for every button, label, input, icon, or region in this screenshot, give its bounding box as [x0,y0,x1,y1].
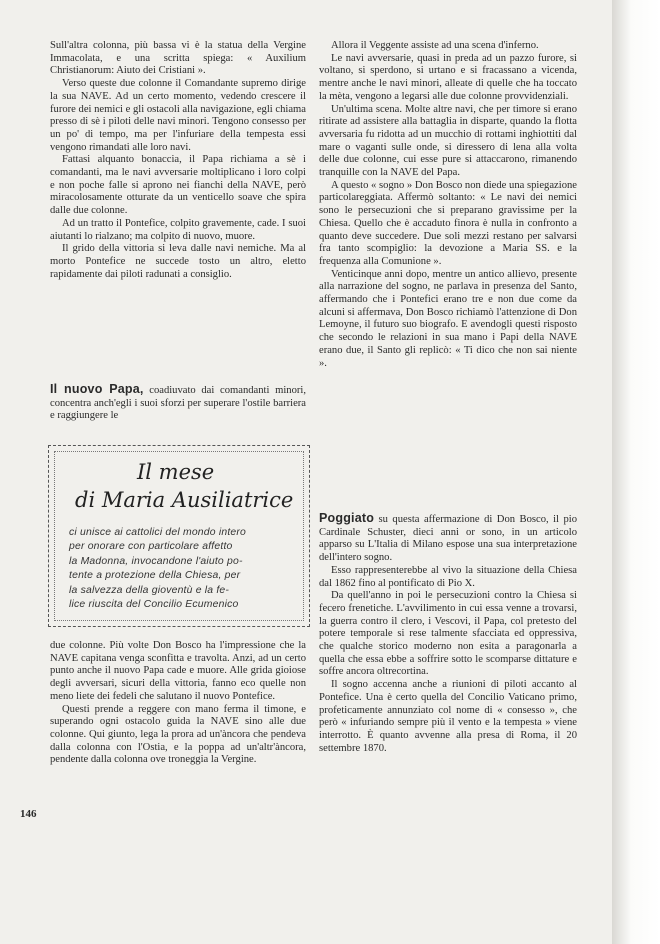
box-line: ci unisce ai cattolici del mondo intero [69,527,247,538]
box-line: lice riuscita del Concilio Ecumenico [69,599,239,611]
page-edge-shadow [612,0,660,944]
paragraph-text: su questa affermazione di Don Bosco, il pio Cardinale Schuster, dieci anni or sono, in un articolo apparso su L'Italia di Milano espose una sua interpretazione dell'intero sogno. [319,514,577,564]
box-title-line1: Il mese [137,460,215,484]
box-line: la salvezza della gioventù e la fe- [69,584,230,596]
paragraph: Verso queste due colonne il Comandante supremo dirige la sua NAVE. Ad un certo momento, vedendo crescere il furore dei nemici e gli ostacoli alla navigazione, egli chiama presso di sè i piloti delle navi minori. Tengono consesso per un po' di tempo, ma per l'infuriare della tempesta essi vengono rimandati alle loro navi. [50,78,306,153]
paragraph: Sull'altra colonna, più bassa vi è la statua della Vergine Immacolata, e una scritta spiega: « Auxilium Christianorum: Aiuto dei Cristiani ». [50,40,306,77]
paragraph: Fattasi alquanto bonaccia, il Papa richiama a sè i comandanti, ma le navi avversarie moltiplicano i loro colpi e non poche falle si aprono nei fianchi della NAVE, però miracolosamente otturate da un venticello soave che spira dalle due colonne. [50,154,306,217]
right-column-top [319,40,577,370]
box-body [69,526,289,612]
left-column-top [50,40,306,281]
paragraph: Esso rappresenterebbe al vivo la situazione della Chiesa dal 1862 fino al pontificato di Pio X. [319,564,577,589]
paragraph: Il grido della vittoria si leva dalle navi nemiche. Ma al morto Pontefice ne succede tosto un altro, eletto rapidamente dai piloti radunati a consiglio. [50,243,306,280]
paragraph: due colonne. Più volte Don Bosco ha l'impressione che la NAVE capitana venga sconfitta e travolta. Anzi, ad un certo punto anche il nuovo Papa cade e muore. Alle grida gioiose degli avversari, sicuri della vittoria, fanno eco quelle non meno liete dei fedeli che salutano il nuovo Pontefice. [50,640,306,702]
paragraph: Venticinque anni dopo, mentre un antico allievo, presente alla narrazione del sogno, ne parlava in presenza del Santo, affermando che i Pontefici erano tre e non due come da alcuni si affermava, Don Bosco richiamò l'attenzione di Don Lemoyne, il futuro suo biografo. E avendogli questi risposto che secondo le relazioni in sua mano i Papi della NAVE erano due, il Santo gli replicò: « Ti dico che non sai niente ». [319,268,577,369]
box-title-line2: di Maria Ausiliatrice [75,488,294,512]
left-column-bottom [50,640,306,767]
right-column-bottom [319,512,577,755]
box-line: per onorare con particolare affetto [69,541,233,553]
paragraph [319,512,577,565]
paragraph: A questo « sogno » Don Bosco non diede una spiegazione particolareggiata. Affermò soltanto: « Le navi dei nemici sono le persecuzioni che si preparano gravissime per la Chiesa. Quello che è accaduto finora è nulla in confronto a quanto deve succedere. Due soli mezzi restano per salvarsi fra tanto scompiglio: la devozione a Maria SS. e la frequenza alla Comunione ». [319,179,577,267]
paragraph-text: coadiuvato dai comandanti minori, concentra anch'egli i suoi sforzi per superare l'ostile barriera e raggiungere le [50,385,306,422]
paragraph: Da quell'anno in poi le persecuzioni contro la Chiesa si fecero frenetiche. L'avvilimento in cui essa venne a trovarsi, la guerra contro il clero, i Vescovi, il Papa, col pretesto del potere temporale si rese talmente sfacciata ed oppressiva, che qualche storico moderno non esita a paragonarla a quella che essa ebbe a soffrire sotto le scomparse dittature e soffre ancora oltrecortina. [319,590,577,678]
box-line: tente a protezione della Chiesa, per [69,570,241,582]
run-in-heading: Il nuovo Papa, [50,382,144,396]
paragraph: Allora il Veggente assiste ad una scena d'inferno. [331,40,539,51]
paragraph: Le navi avversarie, quasi in preda ad un pazzo furore, si voltano, si sperdono, si urtano e si fracassano a vicenda, mentre anche le navi minori, alleate di quelle che ha toccato la mèta, vengono a legarsi alle due colonne provvidenziali. [319,52,577,102]
box-line: la Madonna, invocandone l'aiuto po- [69,555,243,567]
paragraph: Un'ultima scena. Molte altre navi, che per timore si erano ritirate ad assistere alla battaglia in disparte, quando la flotta avversaria fu ridotta ad un mucchio di rottami inghiottiti dal mare o vaganti sulle onde, si diressero di lena alla volta delle due colonne, cui esse pure si attaccarono, rimanendo tranquille con la NAVE del Papa. [319,103,577,179]
paragraph: Il sogno accenna anche a riunioni di piloti accanto al Pontefice. Una è certo quella del Concilio Vaticano primo, profeticamente annunziato col nome di « consesso », che però « infuriando sempre più il vento e la tempesta » viene interrotto. È quanto avvenne alla presa di Roma, il 20 settembre 1870. [319,679,577,754]
left-column-mid [50,383,306,423]
announcement-box [48,445,310,627]
paragraph: Ad un tratto il Pontefice, colpito gravemente, cade. I suoi aiutanti lo rialzano; ma colpito di nuovo, muore. [50,217,306,242]
page-number: 146 [20,808,37,820]
run-in-heading: Poggiato [319,511,375,525]
paragraph [50,383,306,423]
paragraph: Questi prende a reggere con mano ferma il timone, e superando ogni ostacolo guida la NAVE sino alle due colonne. Qui giunto, lega la prora ad un'àncora che pendeva dalla colonna con l'Ostia, e la poppa ad un'altr'àncora, pendente dalla colonna ove troneggia la Vergine. [50,703,306,766]
